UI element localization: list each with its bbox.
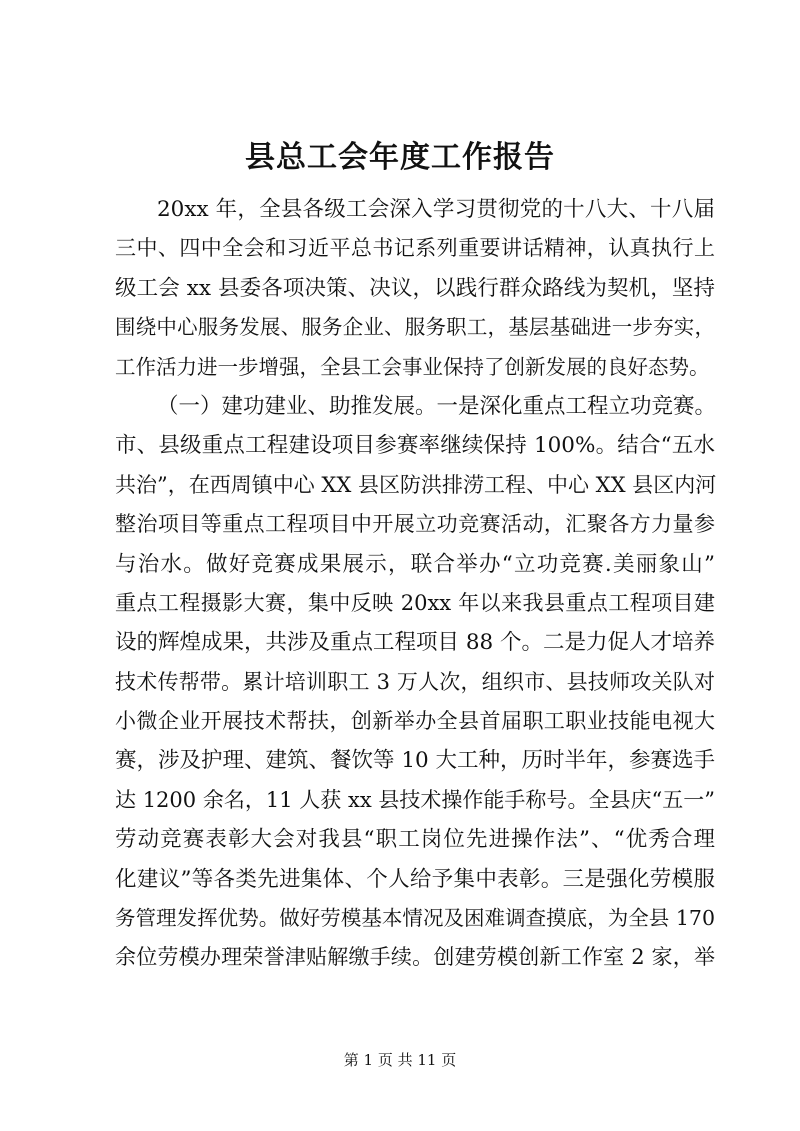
document-title: 县总工会年度工作报告 <box>245 140 555 175</box>
body-line: 设的辉煌成果，共涉及重点工程项目 88 个。二是力促人才培养 <box>115 630 716 656</box>
body-line: 整治项目等重点工程项目中开展立功竞赛活动，汇聚各方力量参 <box>115 512 715 537</box>
body-line: 市、县级重点工程建设项目参赛率继续保持 100%。结合“五水 <box>115 433 715 459</box>
body-line: 围绕中心服务发展、服务企业、服务职工，基层基础进一步夯实， <box>115 315 715 340</box>
body-line: 余位劳模办理荣誉津贴解缴手续。创建劳模创新工作室 2 家，举 <box>115 945 715 970</box>
body-line: 20xx 年，全县各级工会深入学习贯彻党的十八大、十八届 <box>157 197 715 222</box>
body-line: 工作活力进一步增强，全县工会事业保持了创新发展的良好态势。 <box>115 354 710 379</box>
body-line: 三中、四中全会和习近平总书记系列重要讲话精神，认真执行上 <box>115 236 715 261</box>
body-line: 达 1200 余名，11 人获 xx 县技术操作能手称号。全县庆“五一” <box>115 787 715 812</box>
body-line: 技术传帮带。累计培训职工 3 万人次，组织市、县技师攻关队对 <box>115 669 715 694</box>
body-line: 务管理发挥优势。做好劳模基本情况及困难调查摸底，为全县 170 <box>115 906 715 931</box>
page-number-footer: 第 1 页 共 11 页 <box>343 1051 457 1069</box>
body-line: 化建议”等各类先进集体、个人给予集中表彰。三是强化劳模服 <box>115 866 715 892</box>
body-line: 与治水。做好竞赛成果展示，联合举办“立功竞赛.美丽象山” <box>115 551 715 577</box>
body-line: 级工会 xx 县委各项决策、决议，以践行群众路线为契机，坚持 <box>115 275 715 301</box>
body-line: 劳动竞赛表彰大会对我县“职工岗位先进操作法”、“优秀合理 <box>115 827 715 853</box>
body-line: 赛，涉及护理、建筑、餐饮等 10 大工种，历时半年，参赛选手 <box>115 748 716 774</box>
body-line: 小微企业开展技术帮扶，创新举办全县首届职工职业技能电视大 <box>115 709 715 734</box>
body-line: 重点工程摄影大赛，集中反映 20xx 年以来我县重点工程项目建 <box>115 590 715 615</box>
document-body <box>115 190 715 978</box>
body-line: （一）建功建业、助推发展。一是深化重点工程立功竞赛。 <box>157 393 717 419</box>
body-line: 共治”，在西周镇中心 XX 县区防洪排涝工程、中心 XX 县区内河 <box>115 472 717 497</box>
